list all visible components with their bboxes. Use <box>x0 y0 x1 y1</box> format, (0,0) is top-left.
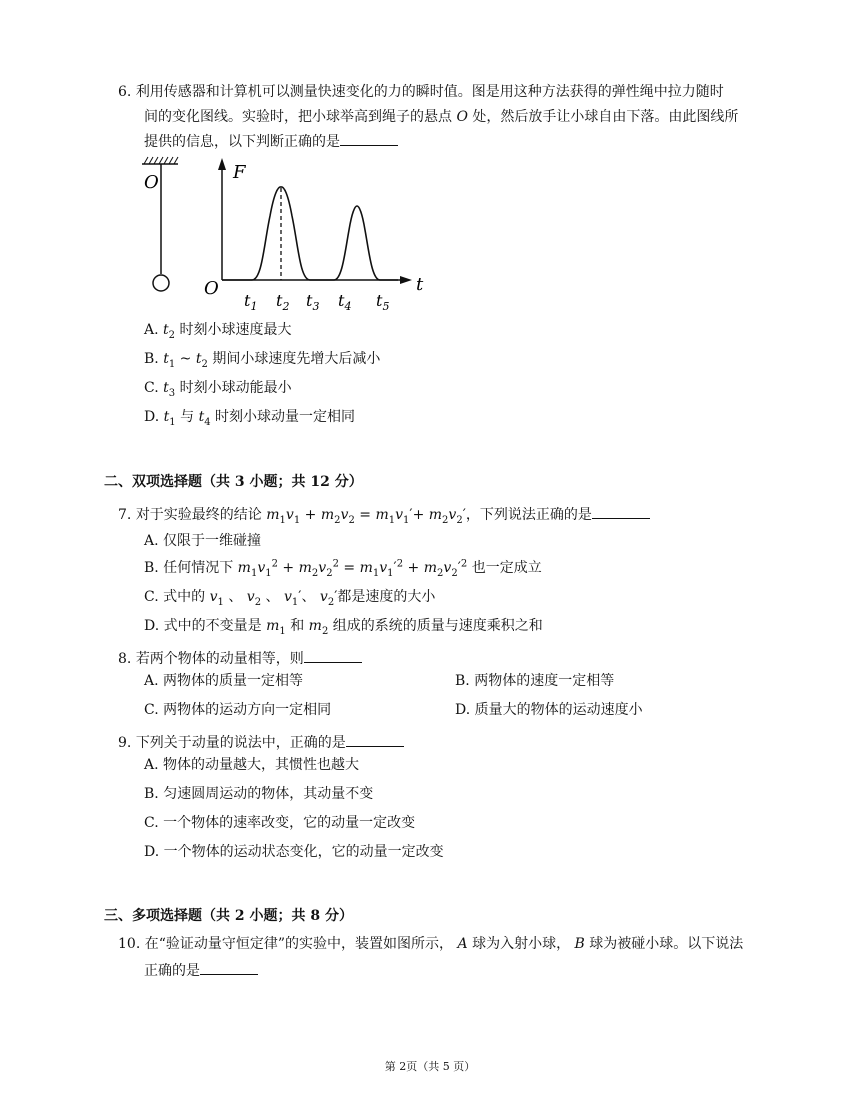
q9-option-c: C. 一个物体的速率改变，它的动量一定改变 <box>144 815 416 831</box>
q9-option-d: D. 一个物体的运动状态变化，它的动量一定改变 <box>144 844 444 860</box>
tick-t3: $t_3$ <box>306 291 320 312</box>
q10-line-2: 正确的是 <box>144 960 258 981</box>
page-footer: 第 2页（共 5 页） <box>384 1060 476 1073</box>
q9-option-b: B. 匀速圆周运动的物体，其动量不变 <box>144 786 374 802</box>
q6-option-a: A. $t_2$ 时刻小球速度最大 <box>144 322 292 341</box>
x-axis-label: t <box>416 274 424 295</box>
tick-t5: $t_5$ <box>376 291 390 312</box>
q8-option-d: D. 质量大的物体的运动速度小 <box>455 702 643 718</box>
tick-t4: $t_4$ <box>338 291 352 312</box>
q8-stem: 8. 若两个物体的动量相等，则 <box>118 648 362 669</box>
q7-option-d: D. 式中的不变量是 $m_1$ 和 $m_2$ 组成的系统的质量与速度乘积之和 <box>144 618 543 637</box>
q6-line-3: 提供的信息，以下判断正确的是 <box>144 131 398 152</box>
q7-option-b: B. 任何情况下 $m_1v_1^2 + m_2v_2^2 = m_1v_1'^2 + m_2v_2'^2$ 也一定成立 <box>144 558 542 579</box>
origin-label: O <box>204 278 219 299</box>
q6-option-c: C. $t_3$ 时刻小球动能最小 <box>144 380 292 399</box>
q7-velocity-list: $v_1$ 、 $v_2$ 、 $v_1'$、 $v_2'$ <box>209 589 338 608</box>
tick-t1: $t_1$ <box>244 291 258 312</box>
q6-option-d: D. $t_1$ 与 $t_4$ 时刻小球动量一定相同 <box>144 409 356 428</box>
answer-blank <box>592 504 650 519</box>
answer-blank <box>304 648 362 663</box>
force-curve <box>222 187 398 280</box>
answer-blank <box>346 732 404 747</box>
q7-energy-formula: $m_1v_1^2 + m_2v_2^2 = m_1v_1'^2 + m_2v_2'^2$ <box>237 558 468 579</box>
ball <box>153 275 169 291</box>
q6-line-1 <box>118 82 724 102</box>
q6-figure <box>136 152 436 312</box>
q6-number: 6. <box>118 84 132 100</box>
q8-option-b: B. 两物体的速度一定相等 <box>455 673 615 689</box>
q7-option-c: C. 式中的 $v_1$ 、 $v_2$ 、 $v_1'$、 $v_2'$都是速度的大小 <box>144 589 436 608</box>
tick-t2: $t_2$ <box>276 291 290 312</box>
q9-option-a: A. 物体的动量越大，其惯性也越大 <box>144 757 360 773</box>
answer-blank <box>340 131 398 146</box>
q6-line-2: 间的变化图线。实验时，把小球举高到绳子的悬点 O 处，然后放手让小球自由下落。由此图线所 <box>144 109 739 125</box>
q6-stem-1: 利用传感器和计算机可以测量快速变化的力的瞬时值。图是用这种方法获得的弹性绳中拉力随时 <box>135 84 724 100</box>
q9-stem: 9. 下列关于动量的说法中，正确的是 <box>118 732 404 753</box>
pendulum-label: O <box>144 172 159 193</box>
q10-line-1: 10. 在“验证动量守恒定律”的实验中，装置如图所示， A 球为入射小球， B 球为被碰小球。以下说法 <box>118 936 744 952</box>
q8-option-c: C. 两物体的运动方向一定相同 <box>144 702 332 718</box>
q8-option-a: A. 两物体的质量一定相等 <box>144 673 304 689</box>
answer-blank <box>200 960 258 975</box>
y-axis-label: F <box>233 162 246 183</box>
q7-option-a: A. 仅限于一维碰撞 <box>144 533 262 549</box>
q7-stem: 7. 对于实验最终的结论 $m_1v_1 + m_2v_2 = m_1v_1'+ m_2v_2'$，下列说法正确的是 <box>118 504 650 525</box>
section-3-title: 三、多项选择题（共 2 小题；共 8 分） <box>104 908 353 924</box>
q6-option-b: B. $t_1$ ~ $t_2$ 期间小球速度先增大后减小 <box>144 351 381 370</box>
q7-formula: $m_1v_1 + m_2v_2 = m_1v_1'+ m_2v_2'$ <box>266 507 466 526</box>
section-2-title: 二、双项选择题（共 3 小题；共 12 分） <box>104 474 363 490</box>
